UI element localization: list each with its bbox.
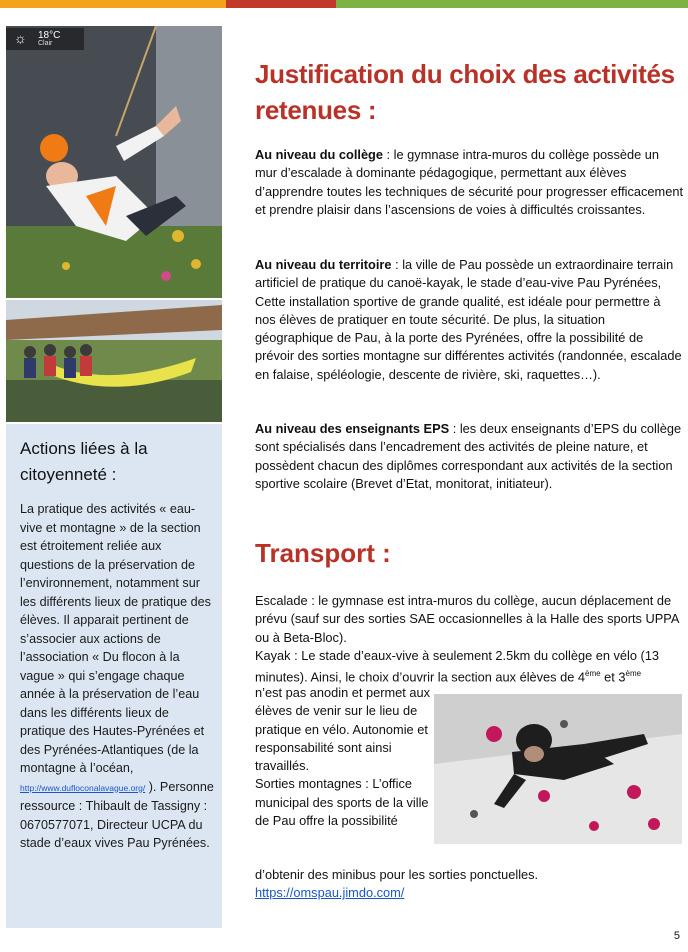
kayak-photo-art xyxy=(6,300,222,422)
transport-bottom xyxy=(255,866,685,903)
association-link-suffix: ). xyxy=(148,779,157,794)
college-label: Au niveau du collège xyxy=(255,147,383,162)
enseignants-text: : les deux enseignants d’EPS du collège sont spécialisés dans l’encadrement des activités de pleine nature, et possèdent chacun des diplômes correspondant aux activités de la section sportive scolaire (Brevet d’Etat, monitorat, initiateur). xyxy=(255,421,682,491)
territoire-text: : la ville de Pau possède un extraordinaire terrain artificiel de pratique du canoë-kayak, le stade d’eau-vive Pau Pyrénées, Cette installation sportive de grande qualité, est idéale pour permettre à nos élèves de pratiquer en toute sécurité. De plus, la situation géographique de Pau, à la porte des Pyrénées, offre la possibilité de prévoir des sorties montagne sur différentes activités (randonnée, escalade en falaise, spéléologie, descente de rivière, ski, raquettes…). xyxy=(255,257,682,382)
justification-title: Justification du choix des activités retenues : xyxy=(255,59,675,125)
citizenship-title: Actions liées à la citoyenneté : xyxy=(20,439,148,484)
kayak-text xyxy=(255,647,685,687)
transport-title: Transport : xyxy=(255,538,391,568)
transport-wrap xyxy=(255,684,430,830)
bike-text: n’est pas anodin et permet aux élèves de venir sur le lieu de pratique en vélo. Autonomie et responsabilité sont ainsi travaillés. xyxy=(255,685,431,774)
superscript-1: ème xyxy=(585,669,601,679)
kayak-photo xyxy=(6,300,222,422)
association-link[interactable]: http://www.dufloconalavague.org/ xyxy=(20,782,146,793)
climbing-photo-art xyxy=(6,26,222,298)
sun-icon: ☼ xyxy=(14,30,27,46)
citizenship-text: La pratique des activités « eau-vive et montagne » de la section est étroitement reliée aux questions de la préservation de l’environnement, notamment sur les différents lieux de pratique des élèves. Il apparait pertinent de s’associer aux actions de l’association « Du flocon à la vague » qui s’engage chaque année à la préservation de l’eau dans les différents lieux de pratique des Hautes-Pyrénées et des Pyrénées-Atlantiques (de la montagne à l’océan, xyxy=(20,502,211,775)
territoire-paragraph xyxy=(255,256,683,384)
climbing-photo xyxy=(6,26,222,298)
enseignants-label: Au niveau des enseignants EPS xyxy=(255,421,450,436)
superscript-2: ème xyxy=(625,669,642,679)
transport-top xyxy=(255,592,685,687)
weather-widget xyxy=(6,28,84,50)
territoire-label: Au niveau du territoire xyxy=(255,257,392,272)
weather-condition: Clair xyxy=(38,40,53,47)
climbing-wall-photo xyxy=(434,694,682,844)
citizenship-body xyxy=(20,500,216,853)
sorties-text: Sorties montagnes : L’office municipal des sports de la ville de Pau offre la possibilité xyxy=(255,776,429,829)
kayak-and: et 3 xyxy=(600,669,626,685)
escalade-text: Escalade : le gymnase est intra-muros du collège, aucun déplacement de prévu (sauf sur des sorties SAE occasionnelles à la Halle des sports UPPA ou à Beta-Bloc). xyxy=(255,593,679,645)
contact-text: Personne ressource : Thibault de Tassigny : 0670577071, Directeur UCPA du stade d’eaux vives Pau Pyrénées. xyxy=(20,779,214,850)
enseignants-paragraph xyxy=(255,420,683,493)
weather-temperature: 18°C xyxy=(38,30,61,41)
kayak-text-a: Kayak : Le stade d’eaux-vive à seulement 2.5km du collège en vélo (13 minutes). Ainsi, le choix d’ouvrir la section aux élèves de 4 xyxy=(255,647,660,685)
minibus-text: d’obtenir des minibus pour les sorties ponctuelles. xyxy=(255,867,539,882)
top-bar-red xyxy=(226,0,336,8)
college-paragraph xyxy=(255,146,683,219)
climbing-wall-art xyxy=(434,694,682,844)
college-text: : le gymnase intra-muros du collège possède un mur d’escalade à dominante pédagogique, permettant aux élèves d’apprendre toutes les techniques de sécurité pour progresser efficacement et prendre plaisir dans l’ascensions de voies à difficultés croissantes. xyxy=(255,147,684,217)
oms-link[interactable]: https://omspau.jimdo.com/ xyxy=(255,885,405,901)
page-number: 5 xyxy=(673,930,680,942)
top-bar-green xyxy=(336,0,688,8)
top-bar-orange xyxy=(0,0,226,8)
